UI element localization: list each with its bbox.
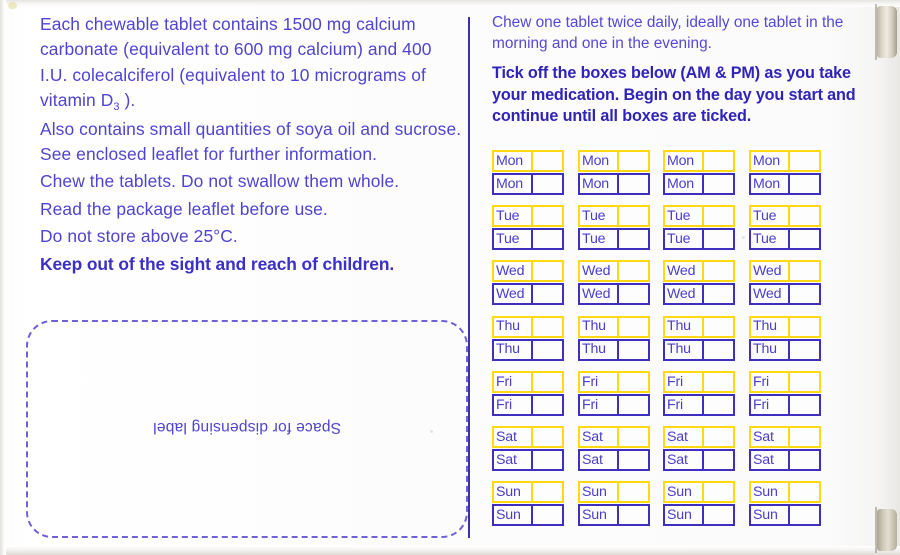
tracker-slot-mon-am (492, 150, 564, 172)
tick-checkbox-mon-am[interactable] (704, 152, 733, 170)
tick-checkbox-mon-pm[interactable] (619, 175, 648, 193)
tick-checkbox-sat-am[interactable] (619, 428, 648, 446)
day-label: Fri (751, 396, 790, 414)
tracker-slot-sat-pm (578, 449, 650, 471)
day-label: Sun (580, 506, 619, 524)
day-label: Thu (580, 341, 619, 359)
tracker-week-1-wed (492, 260, 564, 305)
tracker-week-4-tue (749, 205, 821, 250)
day-label: Sun (494, 483, 533, 501)
tracker-slot-thu-am (749, 316, 821, 338)
tracker-slot-wed-am (663, 260, 735, 282)
tracker-week-4-mon (749, 150, 821, 195)
day-label: Mon (580, 152, 619, 170)
tracker-slot-fri-am (663, 371, 735, 393)
chew-instruction: Chew the tablets. Do not swallow them whole. (40, 171, 400, 192)
tick-checkbox-sat-pm[interactable] (619, 451, 648, 469)
tick-checkbox-thu-am[interactable] (533, 318, 562, 336)
day-label: Tue (494, 207, 533, 225)
tick-checkbox-tue-am[interactable] (790, 207, 819, 225)
tick-checkbox-sun-pm[interactable] (619, 506, 648, 524)
tracker-slot-wed-am (492, 260, 564, 282)
tracker-week-3-tue (663, 205, 735, 250)
tick-checkbox-fri-pm[interactable] (790, 396, 819, 414)
tick-checkbox-sat-am[interactable] (533, 428, 562, 446)
day-label: Wed (494, 285, 533, 303)
tracker-slot-mon-am (663, 150, 735, 172)
tracker-day-row (492, 481, 872, 536)
tracker-week-4-fri (749, 371, 821, 416)
tick-checkbox-mon-am[interactable] (790, 152, 819, 170)
tick-checkbox-mon-pm[interactable] (790, 175, 819, 193)
tick-checkbox-sat-am[interactable] (704, 428, 733, 446)
carton-bottom-edge (0, 546, 900, 555)
paper-speck (8, 2, 17, 9)
day-label: Sun (665, 506, 704, 524)
tracker-slot-thu-am (578, 316, 650, 338)
tick-checkbox-mon-pm[interactable] (533, 175, 562, 193)
day-label: Thu (665, 341, 704, 359)
tick-checkbox-sat-pm[interactable] (790, 451, 819, 469)
day-label: Mon (751, 152, 790, 170)
tracker-week-2-sun (578, 481, 650, 526)
day-label: Tue (580, 207, 619, 225)
tracker-slot-fri-pm (492, 394, 564, 416)
tracker-slot-tue-pm (749, 228, 821, 250)
tracker-slot-thu-pm (492, 339, 564, 361)
tracker-slot-sun-pm (578, 504, 650, 526)
tracker-week-4-wed (749, 260, 821, 305)
tracker-week-2-fri (578, 371, 650, 416)
tracker-slot-thu-pm (578, 339, 650, 361)
tracker-slot-tue-pm (663, 228, 735, 250)
tick-checkbox-tue-am[interactable] (533, 207, 562, 225)
tick-checkbox-sat-pm[interactable] (533, 451, 562, 469)
child-safety-warning: Keep out of the sight and reach of children. (40, 253, 395, 274)
tracker-slot-sat-am (663, 426, 735, 448)
tracker-slot-thu-am (663, 316, 735, 338)
tick-checkbox-fri-am[interactable] (533, 373, 562, 391)
tracker-slot-sat-am (578, 426, 650, 448)
day-label: Wed (494, 262, 533, 280)
tracker-slot-wed-am (578, 260, 650, 282)
tick-checkbox-tue-am[interactable] (704, 207, 733, 225)
tracker-slot-thu-pm (749, 339, 821, 361)
tick-checkbox-thu-pm[interactable] (790, 341, 819, 359)
day-label: Tue (580, 230, 619, 248)
tick-checkbox-thu-pm[interactable] (619, 341, 648, 359)
day-label: Fri (494, 373, 533, 391)
day-label: Sun (751, 506, 790, 524)
tracker-slot-fri-pm (663, 394, 735, 416)
day-label: Tue (665, 207, 704, 225)
tick-checkbox-fri-pm[interactable] (619, 396, 648, 414)
carton-top-edge (0, 0, 900, 7)
tick-checkbox-sun-am[interactable] (533, 483, 562, 501)
tracker-week-1-tue (492, 205, 564, 250)
tracker-week-1-thu (492, 316, 564, 361)
tracker-slot-sat-pm (492, 449, 564, 471)
tick-checkbox-tue-pm[interactable] (790, 230, 819, 248)
tracker-day-row (492, 205, 872, 260)
tracker-slot-sun-pm (749, 504, 821, 526)
day-label: Tue (751, 207, 790, 225)
day-label: Mon (580, 175, 619, 193)
tick-checkbox-tue-pm[interactable] (533, 230, 562, 248)
tracker-slot-sat-pm (749, 449, 821, 471)
tracker-slot-tue-am (663, 205, 735, 227)
storage-instruction: Do not store above 25°C. (40, 226, 238, 247)
tracker-slot-tue-am (578, 205, 650, 227)
tracker-slot-tue-am (749, 205, 821, 227)
day-label: Tue (494, 230, 533, 248)
day-label: Sat (665, 451, 704, 469)
tick-checkbox-fri-am[interactable] (704, 373, 733, 391)
medication-tracker-grid (492, 150, 872, 536)
tracker-slot-tue-am (492, 205, 564, 227)
tracker-slot-mon-pm (663, 173, 735, 195)
day-label: Mon (494, 175, 533, 193)
day-label: Mon (665, 152, 704, 170)
tracker-week-4-sun (749, 481, 821, 526)
day-label: Wed (665, 285, 704, 303)
composition-text: Each chewable tablet contains 1500 mg calcium carbonate (equivalent to 600 mg calcium) and 400 I.U. colecalciferol (equivalent to 10 micrograms of vitamin D (40, 14, 432, 111)
tick-checkbox-wed-am[interactable] (619, 262, 648, 280)
tracker-slot-fri-pm (578, 394, 650, 416)
tracker-week-1-sat (492, 426, 564, 471)
tracker-week-1-mon (492, 150, 564, 195)
tick-checkbox-thu-am[interactable] (619, 318, 648, 336)
panel-divider-rule (468, 17, 470, 538)
tracker-week-3-fri (663, 371, 735, 416)
tick-checkbox-tue-pm[interactable] (704, 230, 733, 248)
tick-checkbox-sat-pm[interactable] (704, 451, 733, 469)
tracker-slot-mon-pm (492, 173, 564, 195)
dispensing-label-area (26, 320, 468, 538)
tick-checkbox-fri-pm[interactable] (704, 396, 733, 414)
day-label: Fri (580, 373, 619, 391)
tracker-day-row (492, 260, 872, 315)
tracker-day-row (492, 426, 872, 481)
tracker-slot-sun-am (492, 481, 564, 503)
tick-checkbox-sun-pm[interactable] (790, 506, 819, 524)
tracker-slot-thu-pm (663, 339, 735, 361)
day-label: Fri (580, 396, 619, 414)
tracker-slot-mon-pm (578, 173, 650, 195)
dispensing-label-text: Space for dispensing label (152, 419, 342, 436)
tracker-slot-fri-am (578, 371, 650, 393)
day-label: Sat (580, 451, 619, 469)
tracker-week-2-sat (578, 426, 650, 471)
day-label: Sat (665, 428, 704, 446)
tracker-slot-sun-pm (663, 504, 735, 526)
right-dosage-panel (492, 12, 872, 542)
tracker-slot-fri-pm (749, 394, 821, 416)
tracker-slot-sat-am (749, 426, 821, 448)
tracker-slot-sun-am (578, 481, 650, 503)
day-label: Sun (751, 483, 790, 501)
day-label: Tue (751, 230, 790, 248)
tracker-slot-thu-am (492, 316, 564, 338)
tracker-slot-mon-pm (749, 173, 821, 195)
day-label: Thu (751, 318, 790, 336)
day-label: Sat (751, 451, 790, 469)
excipients-paragraph: Also contains small quantities of soya oil and sucrose. See enclosed leaflet for further information. (40, 118, 462, 165)
day-label: Mon (751, 175, 790, 193)
tracker-slot-wed-pm (492, 283, 564, 305)
day-label: Fri (494, 396, 533, 414)
tracker-week-2-mon (578, 150, 650, 195)
tracker-day-row (492, 371, 872, 426)
day-label: Fri (751, 373, 790, 391)
tick-checkbox-thu-am[interactable] (790, 318, 819, 336)
tracker-slot-fri-am (749, 371, 821, 393)
tick-checkbox-mon-pm[interactable] (704, 175, 733, 193)
day-label: Thu (751, 341, 790, 359)
tick-checkbox-sun-am[interactable] (619, 483, 648, 501)
tracker-day-row (492, 150, 872, 205)
tracker-week-3-mon (663, 150, 735, 195)
day-label: Thu (665, 318, 704, 336)
tick-checkbox-mon-am[interactable] (619, 152, 648, 170)
day-label: Sat (751, 428, 790, 446)
tick-checkbox-thu-am[interactable] (704, 318, 733, 336)
tick-checkbox-sun-pm[interactable] (704, 506, 733, 524)
tick-checkbox-fri-am[interactable] (790, 373, 819, 391)
composition-text-tail: ). (119, 90, 136, 111)
tracker-week-2-tue (578, 205, 650, 250)
day-label: Thu (494, 318, 533, 336)
day-label: Mon (665, 175, 704, 193)
tick-checkbox-wed-am[interactable] (704, 262, 733, 280)
tick-checkbox-wed-pm[interactable] (704, 285, 733, 303)
dosage-instruction: Chew one tablet twice daily, ideally one tablet in the morning and one in the evening. (492, 14, 844, 52)
tick-checkbox-sun-pm[interactable] (533, 506, 562, 524)
tracker-slot-tue-pm (578, 228, 650, 250)
day-label: Fri (665, 373, 704, 391)
tracker-week-2-wed (578, 260, 650, 305)
tick-checkbox-wed-pm[interactable] (619, 285, 648, 303)
tracker-slot-sun-am (749, 481, 821, 503)
day-label: Sun (494, 506, 533, 524)
tracker-slot-sat-am (492, 426, 564, 448)
tracker-slot-wed-pm (663, 283, 735, 305)
left-information-panel (40, 12, 462, 542)
day-label: Thu (580, 318, 619, 336)
carton-flap-tab-top (877, 6, 897, 58)
tracker-week-4-sat (749, 426, 821, 471)
vitamin-d-subscript: 3 (113, 101, 120, 114)
day-label: Mon (494, 152, 533, 170)
tick-checkbox-mon-am[interactable] (533, 152, 562, 170)
tracker-slot-mon-am (749, 150, 821, 172)
tracker-slot-wed-pm (578, 283, 650, 305)
tracker-slot-sun-am (663, 481, 735, 503)
day-label: Sun (580, 483, 619, 501)
day-label: Sat (494, 451, 533, 469)
day-label: Wed (751, 262, 790, 280)
day-label: Sun (665, 483, 704, 501)
tick-checkbox-wed-pm[interactable] (790, 285, 819, 303)
day-label: Wed (580, 262, 619, 280)
carton-left-edge (0, 0, 6, 555)
tracker-day-row (492, 316, 872, 371)
day-label: Fri (665, 396, 704, 414)
tick-checkbox-fri-am[interactable] (619, 373, 648, 391)
tick-checkbox-wed-pm[interactable] (533, 285, 562, 303)
tracker-slot-wed-am (749, 260, 821, 282)
day-label: Sat (494, 428, 533, 446)
day-label: Sat (580, 428, 619, 446)
day-label: Wed (665, 262, 704, 280)
tick-checkbox-tue-am[interactable] (619, 207, 648, 225)
tick-checkbox-wed-am[interactable] (790, 262, 819, 280)
tick-boxes-instruction: Tick off the boxes below (AM & PM) as you take your medication. Begin on the day you start and continue until all boxes are ticked. (492, 64, 856, 125)
day-label: Wed (580, 285, 619, 303)
tick-checkbox-fri-pm[interactable] (533, 396, 562, 414)
tracker-slot-tue-pm (492, 228, 564, 250)
tick-checkbox-thu-pm[interactable] (704, 341, 733, 359)
tick-checkbox-wed-am[interactable] (533, 262, 562, 280)
day-label: Wed (751, 285, 790, 303)
tracker-slot-sat-pm (663, 449, 735, 471)
tracker-week-3-sat (663, 426, 735, 471)
tick-checkbox-sat-am[interactable] (790, 428, 819, 446)
tick-checkbox-tue-pm[interactable] (619, 230, 648, 248)
tracker-slot-wed-pm (749, 283, 821, 305)
tracker-slot-mon-am (578, 150, 650, 172)
day-label: Thu (494, 341, 533, 359)
tracker-week-4-thu (749, 316, 821, 361)
tick-checkbox-thu-pm[interactable] (533, 341, 562, 359)
tracker-week-2-thu (578, 316, 650, 361)
day-label: Tue (665, 230, 704, 248)
tick-checkbox-sun-am[interactable] (790, 483, 819, 501)
tracker-slot-sun-pm (492, 504, 564, 526)
tracker-week-3-thu (663, 316, 735, 361)
carton-flap-tab-bottom (877, 509, 897, 551)
tracker-week-1-sun (492, 481, 564, 526)
composition-paragraph (40, 12, 462, 117)
tick-checkbox-sun-am[interactable] (704, 483, 733, 501)
tracker-week-3-sun (663, 481, 735, 526)
tracker-week-1-fri (492, 371, 564, 416)
tracker-week-3-wed (663, 260, 735, 305)
leaflet-instruction: Read the package leaflet before use. (40, 198, 328, 219)
tracker-slot-fri-am (492, 371, 564, 393)
